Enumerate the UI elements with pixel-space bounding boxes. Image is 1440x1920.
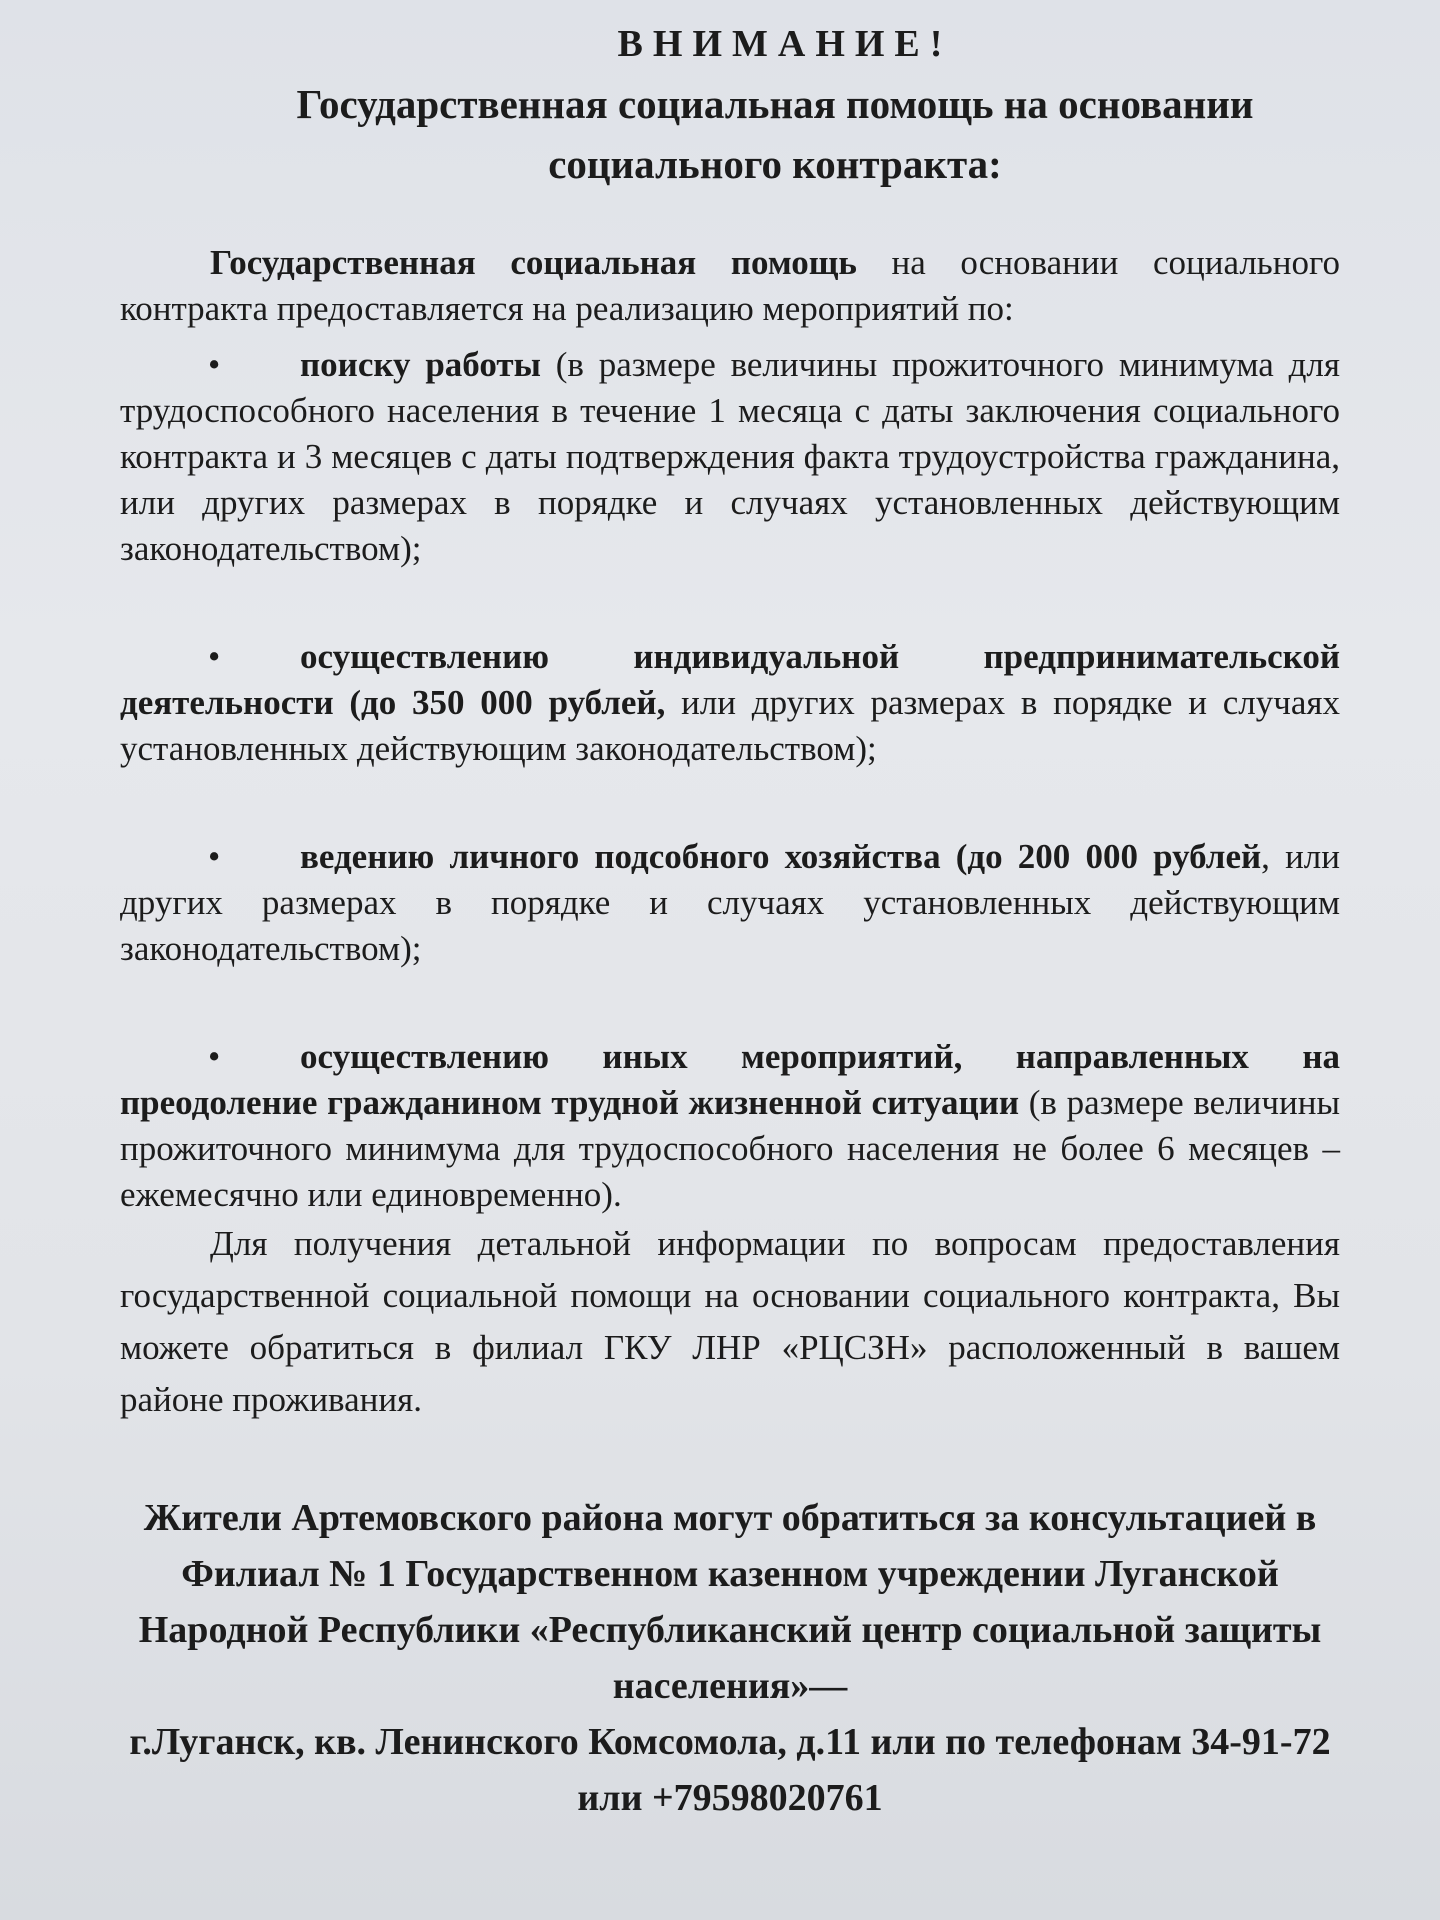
- bullet-icon: •: [208, 1037, 221, 1076]
- list-item: [120, 1034, 1340, 1218]
- list-item-bold: осуществлению иных мероприятий, направленных на преодоление гражданином трудной жизненной ситуации: [120, 1037, 1340, 1122]
- list-item-text: (в размере величины прожиточного минимума для трудоспособного населения в течение 1 месяца с даты заключения социального контракта и 3 месяцев с даты подтверждения факта трудоустройства гражданина, или других размерах в порядке и случаях установленных действующим законодательством);: [120, 345, 1340, 568]
- bullet-icon: •: [208, 345, 221, 384]
- list-item: [120, 634, 1340, 772]
- list-item-bold: осуществлению индивидуальной предпринимательской деятельности (до 350 000 рублей,: [120, 637, 1340, 722]
- bullet-icon: •: [208, 837, 221, 876]
- contact-organization: Жители Артемовского района могут обратиться за консультацией в Филиал № 1 Государственном казенном учреждении Луганской Народной Республики «Республиканский центр социальной защиты населения»—: [138, 1497, 1322, 1707]
- bullet-icon: •: [208, 637, 221, 676]
- list-item-text: или других размерах в порядке и случаях установленных действующим законодательством);: [120, 683, 1340, 768]
- intro-bold: Государственная социальная помощь: [210, 243, 857, 282]
- attention-heading: ВНИМАНИЕ!: [617, 23, 953, 65]
- info-paragraph: Для получения детальной информации по вопросам предоставления государственной социальной помощи на основании социального контракта, Вы можете обратиться в филиал ГКУ ЛНР «РЦСЗН» расположенный в вашем районе проживания.: [120, 1224, 1340, 1419]
- list-item-text: , или других размерах в порядке и случаях установленных действующим законодательством);: [120, 837, 1340, 968]
- intro-paragraph: [120, 240, 1340, 332]
- notice-content: [120, 18, 1340, 1826]
- notice-title: Государственная социальная помощь на основании социального контракта:: [296, 81, 1254, 187]
- contact-address-phones: г.Луганск, кв. Ленинского Комсомола, д.11 или по телефонам 34-91-72 или +79598020761: [129, 1721, 1331, 1819]
- list-item: [120, 342, 1340, 572]
- list-item: [120, 834, 1340, 972]
- list-item-bold: поиску работы: [300, 345, 541, 384]
- intro-text: на основании социального контракта предоставляется на реализацию мероприятий по:: [120, 243, 1340, 328]
- measures-list: [120, 342, 1340, 1218]
- contact-block: [120, 1490, 1340, 1826]
- list-item-bold: ведению личного подсобного хозяйства (до 200 000 рублей: [300, 837, 1262, 876]
- list-item-text: (в размере величины прожиточного минимума для трудоспособного населения не более 6 месяцев – ежемесячно или единовременно).: [120, 1083, 1340, 1214]
